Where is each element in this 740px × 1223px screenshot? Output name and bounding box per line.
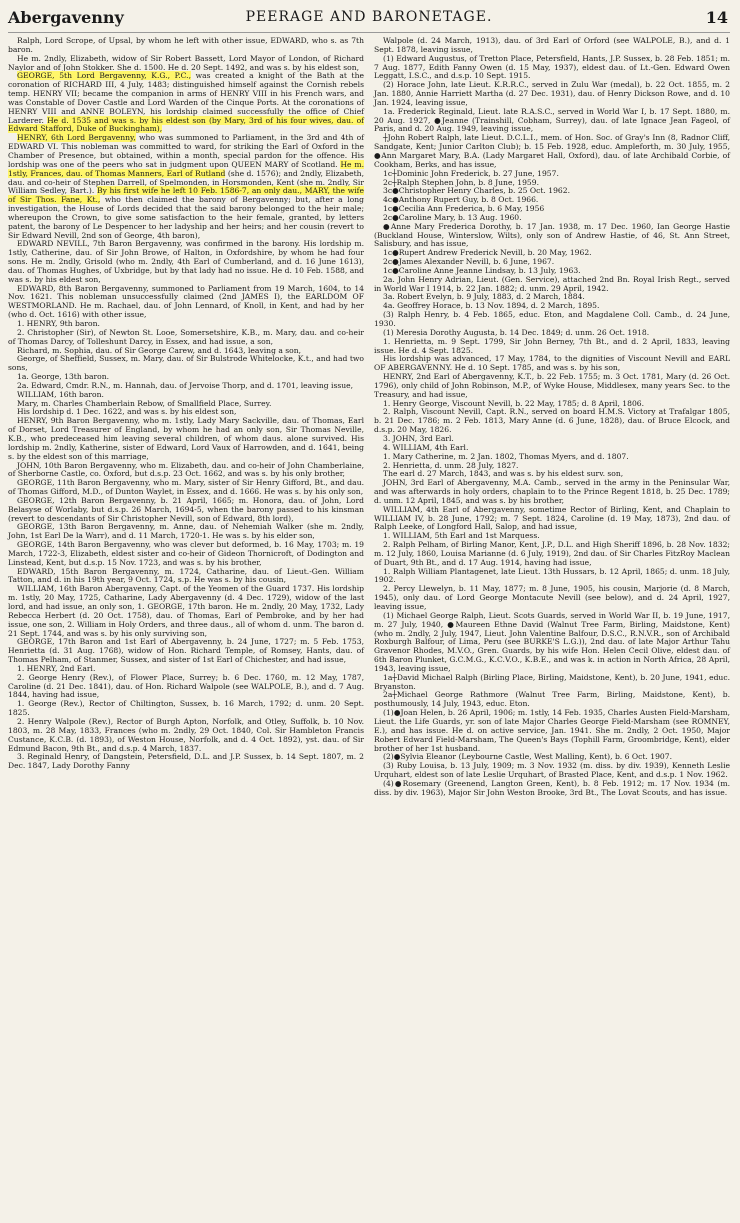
entry-text: 2. Ralph, Viscount Nevill, Capt. R.N., served on board H.M.S. Victory at Trafalgar 1805, b. 21 Dec. 1786; m. 2 Feb. 1813, Mary Anne (d. 6 June, 1828), dau. of Bruce Elcock, and d.s.p. 20 May, 1826. [374,407,730,435]
entry-text: 2. Percy Llewelyn, b. 11 May, 1877; m. 8 June, 1905, his cousin, Marjorie (d. 8 March, 1945), only dau. of Lord George Montacute Nevill (see below), and d. 24 April, 1927, leaving issue, [374,584,730,611]
entry-text: 1c●Cecilia Ann Frederica, b. 6 May, 1956 [383,204,545,214]
entry-text: EDWARD NEVILL, 7th Baron Bergavenny, was confirmed in the barony. His lordship m. 1stly, Catherine, dau. of Sir John Browe, of Halton, in Oxfordshire, by whom he had four sons. He m. 2ndly, Grisold (who m. 2ndly, 4th Earl of Cumberland, and d. 16 June 1613), dau. of Thomas Hughes, of Uxbridge, but by that lady had no issue. He d. 10 Feb. 1588, and was s. by his eldest son, [8,239,364,284]
entry-text: George, of Sheffield, Sussex, m. Mary, dau. of Sir Bulstrode Whitelocke, K.t., and had two sons, [8,354,364,373]
entry-text: 2. Henrietta, d. unm. 28 July, 1827. [383,460,519,470]
entry-text: (1) Meresia Dorothy Augusta, b. 14 Dec. 1849; d. unm. 26 Oct. 1918. [383,327,650,337]
entry-text: HENRY, 9th Baron Bergavenny, who m. 1stly, Lady Mary Sackville, dau. of Thomas, Earl of Dorset, Lord Treasurer of England, by whom he had an only son, Sir Thomas Neville, K.B., who predeceased him leaving several children, of whom daus. alone survived. His lordship m. 2ndly, Katherine, sister of Edward, Lord Vaux of Harrowden, and d. 1641, being s. by the eldest son of this marriage, [8,416,364,461]
entry-paragraph [8,55,364,73]
entry-paragraph [374,355,730,373]
entry-text: 1c●Caroline Anne Jeanne Lindsay, b. 13 July, 1963. [383,265,581,275]
entry-paragraph [8,462,364,480]
entry-text: who was summoned to Parliament, in the 3rd and 4th of EDWARD VI. This nobleman was committed to ward, for striking the Earl of Oxford in the Chamber of Presence, but obtained, within a month, special pardon for the offence. His lordship was one of the peers who sat in judgment upon QUEEN MARY of Scotland. [8,133,364,169]
entry-text: ┼John Robert Ralph, late Lieut. D.C.L.I., mem. of Hon. Soc. of Gray's Inn (8, Radnor Cliff, Sandgate, Kent; Junior Carlton Club); b. 15 Feb. 1928, educ. Ampleforth, m. 30 July, 1955, ●Ann Margaret Mary, B.A. (Lady Margaret Hall, Oxford), dau. of late Archibald Corbie, of Cookham, Berks, and has issue, [374,133,730,169]
entry-text: 4a. Geoffrey Horace, b. 13 Nov. 1894, d. 2 March, 1895. [383,301,600,311]
entry-text: 1. Henrietta, m. 9 Sept. 1799, Sir John Berney, 7th Bt., and d. 2 April, 1833, leaving issue. He d. 4 Sept. 1825. [374,336,730,355]
entry-text: WILLIAM, 16th baron. [17,389,104,399]
entry-text: 2. Ralph Pelham, of Birling Manor, Kent, J.P., D.L. and High Sheriff 1896, b. 28 Nov. 1832; m. 12 July, 1860, Louisa Marianne (d. 6 July, 1919), 2nd dau. of Sir Charles FitzRoy Maclean of Duart, 9th Bt., and d. 17 Aug. 1914, having had issue, [374,540,730,567]
entry-paragraph [374,780,730,798]
page-header [8,6,730,33]
entry-text: 1. HENRY, 9th baron. [17,319,100,328]
entry-text: (3) Ralph Henry, b. 4 Feb. 1865, educ. Eton, and Magdalene Coll. Camb., d. 24 June, 1930. [374,310,730,328]
highlighted-text: He d. 1535 and was s. by his eldest son (by Mary, 3rd of his four wives, dau. of Edward Stafford, Duke of Buckingham), [8,115,364,134]
entry-text: 2. Christopher (Sir), of Newton St. Looe, Somersetshire, K.B., m. Mary, dau. and co-heir of Thomas Darcy, of Tolleshunt Darcy, in Essex, and had issue, a son, [8,327,364,346]
entry-text: 2c●James Alexander Nevill, b. 6 June, 1967. [383,257,555,267]
entry-paragraph [374,585,730,612]
entry-paragraph [374,506,730,533]
entry-paragraph [8,638,364,665]
running-head-center: PEERAGE AND BARONETAGE. [245,9,493,25]
entry-paragraph [8,568,364,586]
entry-text: GEORGE, 17th Baron and 1st Earl of Abergavenny, b. 24 June, 1727; m. 5 Feb. 1753, Henrietta (d. 31 Aug. 1768), widow of Hon. Richard Temple, of Romsey, Hants, dau. of Thomas Pelham, of Stanmer, Sussex, and sister of 1st Earl of Chichester, and had issue, [8,637,364,665]
entry-text: JOHN, 3rd Earl of Abergavenny, M.A. Camb., served in the army in the Peninsular War, and was afterwards in holy orders, chaplain to to the Prince Regent 1818, b. 25 Dec. 1789; d. unm. 12 April, 1845, and was s. by his brother, [374,478,730,505]
entry-text: (4)●Rosemary (Greenend, Langton Green, Kent), b. 8 Feb. 1912; m. 17 Nov. 1934 (m. diss. by div. 1963), Major Sir John Weston Brooke, 3rd Bt., The Lovat Scouts, and has issue. [374,778,730,797]
entry-text: 2. George Henry (Rev.), of Flower Place, Surrey; b. 6 Dec. 1760, m. 12 May, 1787, Caroline (d. 21 Dec. 1841), dau. of Hon. Richard Walpole (see WALPOLE, B.), and d. 7 Aug. 1844, having had issue, [8,672,364,700]
entry-paragraph [8,355,364,373]
entry-paragraph [8,285,364,320]
entry-text: 1. Ralph William Plantagenet, late Lieut. 13th Hussars, b. 12 April, 1865; d. unm. 18 July, 1902. [374,566,730,585]
entry-text: (she d. 1576); and 2ndly, Elizabeth, dau. and co-heir of Stephen Darrell, of Spelmonden, in Horsmonden, Kent (she m. 2ndly, Sir William Sedley, Bart.). [8,168,364,196]
entry-paragraph [8,72,364,134]
entry-paragraph [374,134,730,169]
entry-paragraph [8,674,364,701]
entry-text: 1. HENRY, 2nd Earl. [17,663,96,673]
entry-paragraph [374,276,730,294]
entry-text: 4c●Anthony Rupert Guy, b. 8 Oct. 1966. [383,195,539,205]
entry-text: Walpole (d. 24 March, 1913), dau. of 3rd Earl of Orford (see WALPOLE, B.), and d. 1 Sept. 1878, leaving issue, [374,36,730,54]
entry-paragraph [374,311,730,329]
entry-text: who then claimed the barony of Bergavenny; but, after a long investigation, the House of Lords decided that the said barony belonged to the heir male; whereupon the Crown, to give some satisfaction to the heir female, granted, by letters patent, the barony of Le Despencer to her ladyship and her heirs; and her cousin (revert to Sir Edward Nevill, 2nd son of George, 4th baron), [8,195,364,240]
entry-paragraph [374,408,730,435]
entry-text: (2)●Sylvia Eleanor (Leybourne Castle, West Malling, Kent), b. 6 Oct. 1907. [383,752,672,762]
entry-text: EDWARD, 15th Baron Bergavenny, m. 1724, Catharine, dau. of Lieut.-Gen. William Tatton, and d. in his 19th year, 9 Oct. 1724, s.p. He was s. by his cousin, [8,566,364,585]
entry-paragraph [374,338,730,356]
entry-text: WILLIAM, 16th Baron Abergavenny, Capt. of the Yeomen of the Guard 1737. His lordship m. 1stly, 20 May, 1725, Catharine, Lady Abergavenny (d. 4 Dec. 1729), widow of the last lord, and had issue, an only son, 1. GEORGE, 17th baron. He m. 2ndly, 20 May, 1732, Lady Rebecca Herbert (d. 20 Oct. 1758), dau. of Thomas, Earl of Pembroke, and by her had issue, one son, 2. William in Holy Orders, and three daus., all of whom d. unm. The baron d. 21 Sept. 1744, and was s. by his only surviving son, [8,584,364,638]
entry-paragraph [374,37,730,55]
entry-text: (1)●Joan Helen, b. 26 April, 1906; m. 1stly, 14 Feb. 1935, Charles Austen Field-Marsham, Lieut. the Life Guards, yr. son of late Major Charles George Field-Marsham (see ROMNEY, E.), and has issue. He d. on active service, Jan. 1941. She m. 2ndly, 2 Oct. 1950, Major Robert Edward Field-Marsham, The Queen's Bays (Tophill Farm, Groombridge, Kent), elder brother of her 1st husband. [374,708,730,753]
entry-text: 2a┼Michael George Rathmore (Walnut Tree Farm, Birling, Maidstone, Kent), b. posthumously, 14 July, 1943, educ. Eton. [374,690,730,709]
entry-text: His lordship d. 1 Dec. 1622, and was s. by his eldest son, [17,407,237,417]
highlighted-text: HENRY, 6th Lord Bergavenny, [17,133,136,143]
entry-text: 1. George (Rev.), Rector of Chiltington, Sussex, b. 16 March, 1792; d. unm. 20 Sept. 1825. [8,699,364,718]
entry-text: 3c●Christopher Henry Charles, b. 25 Oct. 1962. [383,186,570,196]
entry-text: 3a. Robert Evelyn, b. 9 July, 1883, d. 2 March, 1884. [383,292,585,302]
entry-text: The earl d. 27 March, 1843, and was s. by his eldest surv. son, [383,469,624,479]
entry-text: 1. Henry George, Viscount Nevill, b. 22 May, 1785; d. 8 April, 1806. [383,398,645,408]
entry-text: WILLIAM, 4th Earl of Abergavenny, sometime Rector of Birling, Kent, and Chaplain to WILLIAM IV, b. 28 June, 1792; m. 7 Sept. 1824, Caroline (d. 19 May, 1873), 2nd dau. of Ralph Leeke, of Longford Hall, Salop, and had issue, [374,504,730,532]
entry-text: 1c●Rupert Andrew Frederick Nevill, b. 20 May, 1962. [383,248,592,258]
entry-paragraph [374,373,730,400]
entry-text: Richard, m. Sophia, dau. of Sir George Carew, and d. 1643, leaving a son, [17,345,302,355]
entry-text: 3. Reginald Henry, of Dangstein, Petersfield, D.L. and J.P. Sussex, b. 14 Sept. 1807, m. 2 Dec. 1847, Lady Dorothy Fanny [8,752,364,771]
entry-text: GEORGE, 14th Baron Bergavenny, who was clever but deformed, b. 16 May, 1703; m. 19 March, 1722-3, Elizabeth, eldest sister and co-heir of Gideon Thornicroft, of Dodington and Linstead, Kent, but d.s.p. 15 Nov. 1723, and was s. by his brother, [8,540,364,567]
page-number: 14 [705,8,728,27]
highlighted-text: By his first wife he left 10 Feb. 1586-7, an only dau., MARY, the wife of Sir Thos. Fane, Kt., [8,186,364,205]
right-column [374,37,730,798]
entry-text: 1a. George, 13th baron. [17,372,110,382]
entry-text: ●Anne Mary Frederica Dorothy, b. 17 Jan. 1938, m. 17 Dec. 1960, Ian George Hastie (Buckland House, Winterslow, Wilts), only son of Andrew Hastie, of 46, St. Ann Street, Salisbury, and has issue, [374,221,730,249]
entry-text: His lordship was advanced, 17 May, 1784, to the dignities of Viscount Nevill and EARL OF ABERGAVENNY. He d. 10 Sept. 1785, and was s. by his son, [374,354,730,373]
entry-text: 4. WILLIAM, 4th Earl. [383,442,469,452]
entry-paragraph [8,541,364,568]
entry-text: GEORGE, 11th Baron Bergavenny, who m. Mary, sister of Sir Henry Gifford, Bt., and dau. of Thomas Gifford, M.D., of Dunton Waylet, in Essex, and d. 1666. He was s. by his only son, [8,478,364,497]
entry-text: GEORGE, 12th Baron Bergavenny, b. 21 April, 1665; m. Honora, dau. of John, Lord Belasyse of Worlaby, but d.s.p. 26 March, 1694-5, when the barony passed to his kinsman (revert to descendants of Sir Christopher Nevill, son of Edward, 8th lord), [8,495,364,523]
entry-paragraph [374,81,730,108]
entry-text: 2c┼Ralph Stephen John, b. 8 June, 1959. [383,177,540,187]
entry-paragraph [8,134,364,240]
entry-text: Ralph, Lord Scrope, of Upsal, by whom he left with other issue, EDWARD, who s. as 7th baron. [8,36,364,54]
entry-paragraph [8,37,364,55]
entry-paragraph [374,108,730,135]
entry-text: 1. Mary Catherine, m. 2 Jan. 1802, Thomas Myers, and d. 1807. [383,451,629,461]
entry-text: 2. Henry Walpole (Rev.), Rector of Burgh Apton, Norfolk, and Otley, Suffolk, b. 10 Nov. 1803, m. 28 May, 1833, Frances (who m. 2ndly, 29 Oct. 1840, Col. Sir Hambleton Francis Custance, K.C.B. (d. 1893), of Weston House, Norfolk, and d. 4 Oct. 1892), yst. dau. of Sir Edmund Bacon, 9th Bt., and d.s.p. 4 March, 1837. [8,716,364,753]
entry-text: (2) Horace John, late Lieut. K.R.R.C., served in Zulu War (medal), b. 22 Oct. 1855, m. 2 Jan. 1880, Annie Harriett Martha (d. 27 Dec. 1931), dau. of Henry Dickson Rowe, and d. 10 Jan. 1924, leaving issue, [374,80,730,107]
entry-paragraph [374,612,730,674]
entry-text: 2c●Caroline Mary, b. 13 Aug. 1960. [383,212,522,222]
entry-text: Mary, m. Charles Chamberlain Rebow, of Smallfield Place, Surrey. [17,398,272,408]
entry-paragraph [374,709,730,753]
entry-paragraph [8,479,364,497]
entry-paragraph [374,762,730,780]
highlighted-text: He m. 1stly, Frances, dau. of Thomas Manners, Earl of Rutland [8,159,365,178]
entry-paragraph [374,223,730,250]
entry-paragraph [8,753,364,771]
entry-paragraph [374,541,730,568]
running-head-title: Abergavenny [8,8,124,27]
entry-text: 1c┼Dominic John Frederick, b. 27 June, 1957. [383,168,559,178]
highlighted-text: GEORGE, 5th Lord Bergavenny, K.G., P.C., [17,71,191,81]
entry-text: was created a knight of the Bath at the coronation of RICHARD III, 4 July, 1483; distinguished himself against the Cornish rebels temp. HENRY VII; became the companion in arms of HENRY VIII in his French wars, and was Constable of Dover Castle and Lord Warden of the Cinque Ports. At the coronations of HENRY VIII and ANNE BOLEYN, his lordship claimed successfully the office of Chief Larderer. [8,71,364,125]
entry-text: 1a. Frederick Reginald, Lieut. late R.A.S.C., served in World War I, b. 17 Sept. 1880, m. 20 Aug. 1927, ●Jeanne (Trainshill, Cobham, Surrey), dau. of late Ignace Jean Fageol, of Paris, and d. 20 Aug. 1949, leaving issue, [374,106,730,134]
entry-text: 1a┼David Michael Ralph (Birling Place, Birling, Maidstone, Kent), b. 20 June, 1941, educ. Bryanston. [374,672,730,691]
left-column [8,37,364,798]
entry-text: (1) Edward Augustus, of Tretton Place, Petersfield, Hants, J.P. Sussex, b. 28 Feb. 1851; m. 7 Aug. 1877, Edith Fanny Owen (d. 15 May, 1937), eldest dau. of Lt.-Gen. Edward Owen Leggatt, I.S.C., and d.s.p. 10 Sept. 1915. [374,53,730,81]
entry-text: JOHN, 10th Baron Bergavenny, who m. Elizabeth, dau. and co-heir of John Chamberlaine, of Sherborne Castle, co. Oxford, but d.s.p. 23 Oct. 1662, and was s. by his only brother, [8,460,364,479]
entry-paragraph [374,568,730,586]
entry-text: EDWARD, 8th Baron Bergavenny, summoned to Parliament from 19 March, 1604, to 14 Nov. 1621. This nobleman unsuccessfully claimed (2nd JAMES I), the EARLDOM OF WESTMORLAND. He m. Rachael, dau. of John Lennard, of Knoll, in Kent, and had by her (who d. Oct. 1616) with other issue, [8,283,364,320]
entry-paragraph [8,585,364,638]
entry-paragraph [8,700,364,718]
entry-paragraph [8,523,364,541]
entry-text: (3) Ruby Louisa, b. 13 July, 1909; m. 3 Nov. 1932 (m. diss. by div. 1939), Kenneth Leslie Urquhart, eldest son of late Leslie Urquhart, of Brasted Place, Kent, and d.s.p. 1 Nov. 1962. [374,761,730,780]
entry-paragraph [8,240,364,284]
entry-text: (1) Michael George Ralph, Lieut. Scots Guards, served in World War II, b. 19 June, 1917, m. 27 July, 1940, ●Maureen Ethne David (Walnut Tree Farm, Birling, Maidstone, Kent) (who m. 2ndly, 2 July, 1947, Lieut. John Valentine Balfour, D.S.C., R.N.V.R., son of Archibald Roxburgh Balfour, of Lima, Peru (see BURKE'S L.G.)), 2nd dau. of late Major Arthur Tahu Gravenor Rhodes, M.V.O., Gren. Guards, by his wife Hon. Helen Cecil Olive, eldest dau. of 6th Baron Plunket, G.C.M.G., K.C.V.O., K.B.E., and was k. in action in North Africa, 28 April, 1943, leaving issue, [374,610,730,673]
entry-text: 1. WILLIAM, 5th Earl and 1st Marquess. [383,531,540,541]
entry-text: 2a. Edward, Cmdr. R.N., m. Hannah, dau. of Jervoise Thorp, and d. 1701, leaving issue, [17,380,354,390]
entry-text: HENRY, 2nd Earl of Abergavenny, K.T., b. 22 Feb. 1755; m. 3 Oct. 1781, Mary (d. 26 Oct. 1796), only child of John Robinson, M.P., of Wyke House, Middlesex, many years Sec. to the Treasury, and had issue, [374,372,730,399]
entry-paragraph [374,674,730,692]
entry-text: He m. 2ndly, Elizabeth, widow of Sir Robert Bassett, Lord Mayor of London, of Richard Naylor and of John Stokker. She d. 1500. He d. 20 Sept. 1492, and was s. by his eldest son, [8,53,364,72]
entry-paragraph [374,691,730,709]
entry-paragraph [8,718,364,753]
entry-paragraph [374,55,730,82]
entry-text: GEORGE, 13th Baron Bergavenny, m. Anne, dau. of Nehemiah Walker (she m. 2ndly, John, 1st Earl De la Warr), and d. 11 March, 1720-1. He was s. by his elder son, [8,522,364,541]
entry-paragraph [8,329,364,347]
entry-paragraph [8,417,364,461]
entry-paragraph [8,497,364,524]
entry-text: 3. JOHN, 3rd Earl. [383,433,454,443]
entry-text: 2a. John Henry Adrian, Lieut. (Gen. Service), attached 2nd Bn. Royal Irish Regt., served in World War I 1914, b. 22 Jan. 1882; d. unm. 29 April, 1942. [374,274,730,293]
entry-paragraph [374,479,730,506]
